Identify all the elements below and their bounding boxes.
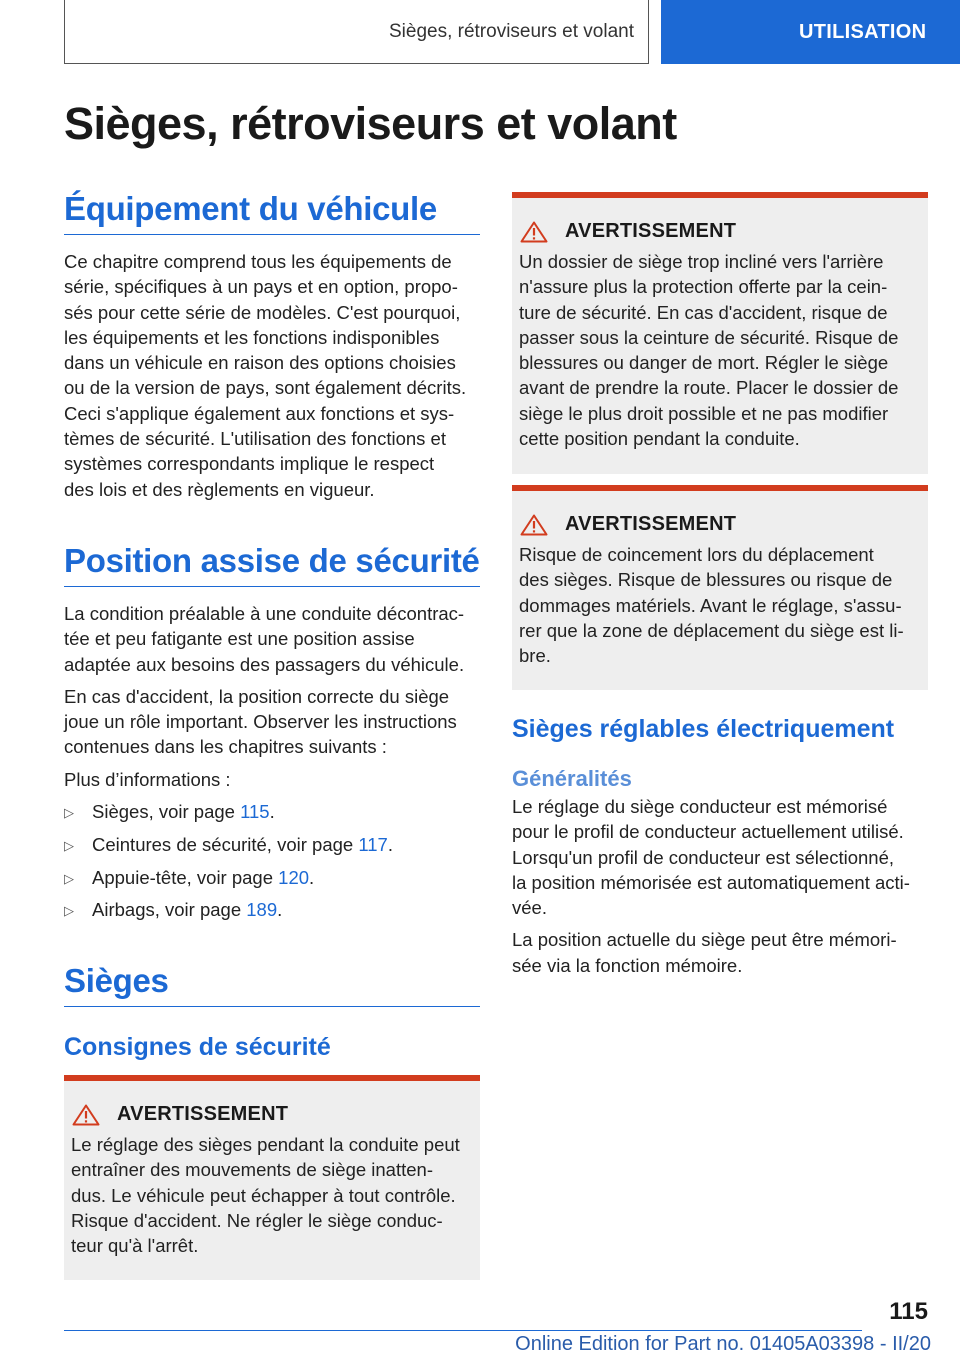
warning-title: AVERTISSEMENT [565,513,737,535]
warning-title: AVERTISSEMENT [565,220,737,242]
warning-text: Risque de coincement lors du déplacement des sièges. Risque de blessures ou risque de dommages matériels. Avant le réglage, s'assu- rer que la zone de déplacement du siège est li- bre. [519,544,904,667]
warning-header [519,220,920,243]
subsection-consignes [64,1033,480,1062]
list-item: ▷ Airbags, voir page 189. [64,897,480,923]
footer-divider [64,1330,862,1331]
warning-header [519,513,920,536]
chapter-tab[interactable] [661,0,960,64]
heading-position: Position assise de sécurité [64,542,480,587]
triangle-bullet-icon: ▷ [64,870,74,886]
warning-triangle-icon [520,221,548,243]
page-link-117[interactable]: 117 [358,833,388,855]
warning-text: Un dossier de siège trop incliné vers l'arrière n'assure plus la protection offerte par la cein- ture de sécurité. En cas d'accident, risque de passer sous la ceinture de sécurité. Risque de blessures ou danger de mort. Régler le siège avant de prendre la route. Placer le dossier de siège le plus droit possible et ne pas modifier cette position pendant la conduite. [519,251,899,450]
page-link-120[interactable]: 120 [278,866,310,888]
section-electric [512,715,928,978]
paragraph-position-2: En cas d'accident, la position correcte du siège joue un rôle important. Observer les instructions contenues dans les chapitres suivants : [64,685,457,758]
paragraph-electric-1: Le réglage du siège conducteur est mémorisé pour le profil de conducteur actuellement utilisé. Lorsqu'un profil de conducteur est sélectionné, la position mémorisée est automatiquement acti- vée. [512,796,910,919]
running-header-title: Sièges, rétroviseurs et volant [388,20,634,42]
heading-generalites: Généralités [512,766,632,791]
triangle-bullet-icon: ▷ [64,837,74,853]
warning-title: AVERTISSEMENT [117,1103,289,1125]
paragraph-position-1: La condition préalable à une conduite décontrac- tée et peu fatigante est une position assise adaptée aux besoins des passagers du véhicule. [64,603,465,675]
running-header [64,0,649,64]
chapter-tab-label: UTILISATION [799,20,927,43]
warning-box-dossier [512,192,928,474]
page-number: 115 [889,1298,928,1325]
warning-text: Le réglage des sièges pendant la conduite peut entraîner des mouvements de siège inatten- dus. Le véhicule peut échapper à tout contrôle. Risque d'accident. Ne régler le siège conduc- teur qu'à l'arrêt. [71,1134,460,1257]
page-link-189[interactable]: 189 [246,899,278,921]
paragraph-equipement: Ce chapitre comprend tous les équipements de série, spécifiques à un pays et en option, propo- sés pour cette série de modèles. C'est pourquoi, les équipements et les fonctions indisponibles dans un véhicule en raison des options choisies ou de la version de pays, sont également décrits. Ceci s'applique également aux fonctions et sys- tèmes de sécurité. L'utilisation des fonctions et systèmes correspondants implique le respect des lois et des règlements en vigueur. [64,251,467,500]
cross-reference-list [64,799,480,924]
list-item: ▷ Appuie-tête, voir page 120. [64,865,480,891]
heading-equipement: Équipement du véhicule [64,190,480,235]
warning-header [71,1103,472,1126]
list-item: ▷ Ceintures de sécurité, voir page 117. [64,832,480,858]
heading-electric: Sièges réglables électriquement [512,715,895,743]
warning-triangle-icon [520,514,548,536]
section-equipement [64,190,480,502]
page-title: Sièges, rétroviseurs et volant [64,98,677,149]
page-link-115[interactable]: 115 [240,801,270,823]
section-sieges [64,962,480,1007]
triangle-bullet-icon: ▷ [64,903,74,919]
more-info-label: Plus d’informations : [64,768,231,790]
heading-sieges: Sièges [64,962,480,1007]
triangle-bullet-icon: ▷ [64,805,74,821]
paragraph-electric-2: La position actuelle du siège peut être mémori- sée via la fonction mémoire. [512,929,897,976]
warning-triangle-icon [72,1104,100,1126]
warning-box-coincement [512,485,928,690]
warning-box-reglage [64,1075,480,1280]
heading-consignes: Consignes de sécurité [64,1033,331,1061]
section-position [64,542,480,924]
list-item: ▷ Sièges, voir page 115. [64,799,480,825]
footer-edition: Online Edition for Part no. 01405A03398 - II/20 [515,1333,931,1355]
